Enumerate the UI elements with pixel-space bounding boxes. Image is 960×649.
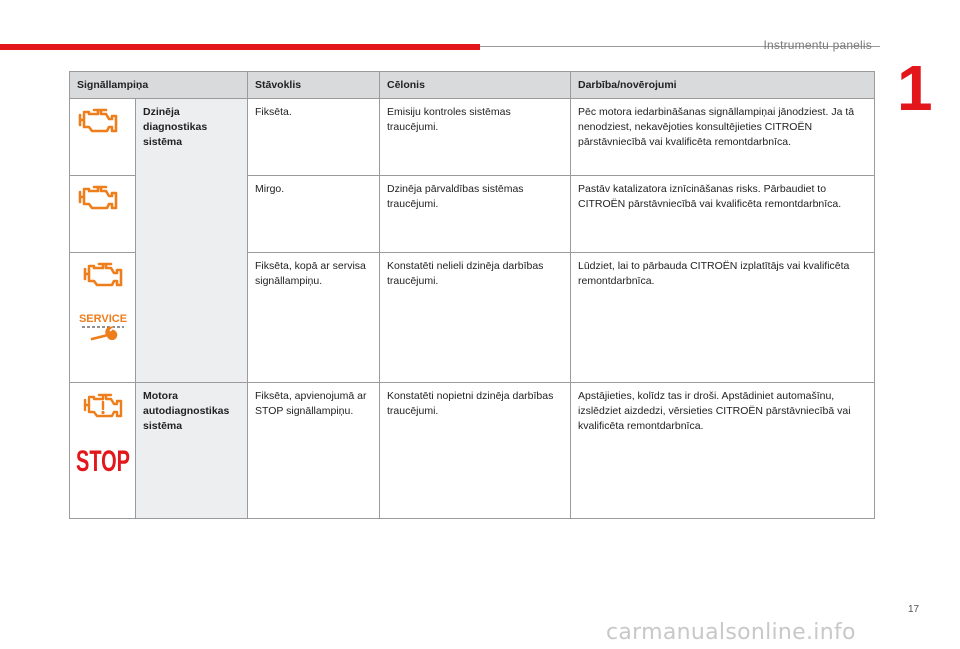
service-wrench-icon <box>78 311 128 345</box>
cause-cell: Dzinēja pārvaldības sistēmas traucējumi. <box>380 176 571 253</box>
cause-cell: Konstatēti nelieli dzinēja darbības traucējumi. <box>380 253 571 383</box>
icon-cell <box>70 383 136 519</box>
stop-icon <box>74 443 132 478</box>
icon-cell <box>70 99 136 176</box>
column-header-signal-lamp: Signāllampiņa <box>70 72 248 99</box>
service-label: SERVICE <box>78 313 127 325</box>
stop-label: STOP <box>75 445 130 478</box>
column-header-cause: Cēlonis <box>380 72 571 99</box>
engine-exclamation-icon <box>82 389 124 419</box>
state-cell: Mirgo. <box>248 176 380 253</box>
engine-icon <box>77 105 119 133</box>
state-cell: Fiksēta, apvienojumā ar STOP signāllampiņu. <box>248 383 380 519</box>
page-number: 17 <box>908 604 920 615</box>
action-cell: Pēc motora iedarbināšanas signāllampiņai jānodziest. Ja tā nenodziest, nekavējoties konsultējieties CITROËN pārstāvniecībā vai kvalificēta remontdarbnīca. <box>571 99 875 176</box>
cause-cell: Emisiju kontroles sistēmas traucējumi. <box>380 99 571 176</box>
state-cell: Fiksēta, kopā ar servisa signāllampiņu. <box>248 253 380 383</box>
action-cell: Lūdziet, lai to pārbauda CITROËN izplatītājs vai kvalificēta remontdarbnīca. <box>571 253 875 383</box>
state-cell: Fiksēta. <box>248 99 380 176</box>
watermark: carmanualsonline.info <box>606 620 856 645</box>
system-name: Dzinēja diagnostikas sistēma <box>136 99 248 383</box>
column-header-state: Stāvoklis <box>248 72 380 99</box>
header-red-bar <box>0 44 480 50</box>
action-cell: Apstājieties, kolīdz tas ir droši. Apstādiniet automašīnu, izslēdziet aizdedzi, vērsieties CITROËN pārstāvniecībā vai kvalificēta remontdarbnīca. <box>571 383 875 519</box>
action-cell: Pastāv katalizatora iznīcināšanas risks. Pārbaudiet to CITROËN pārstāvniecībā vai kvalificēta remontdarbnīca. <box>571 176 875 253</box>
icon-cell <box>70 253 136 383</box>
table-header-row <box>70 72 875 99</box>
section-title: Instrumentu panelis <box>763 38 872 52</box>
engine-icon <box>82 259 124 287</box>
warning-lights-table <box>69 71 875 519</box>
cause-cell: Konstatēti nopietni dzinēja darbības traucējumi. <box>380 383 571 519</box>
table-row <box>70 383 875 519</box>
engine-icon <box>77 182 119 210</box>
chapter-number: 1 <box>897 52 933 124</box>
column-header-action: Darbība/novērojumi <box>571 72 875 99</box>
table-row <box>70 99 875 176</box>
icon-cell <box>70 176 136 253</box>
system-name: Motora autodiagnostikas sistēma <box>136 383 248 519</box>
